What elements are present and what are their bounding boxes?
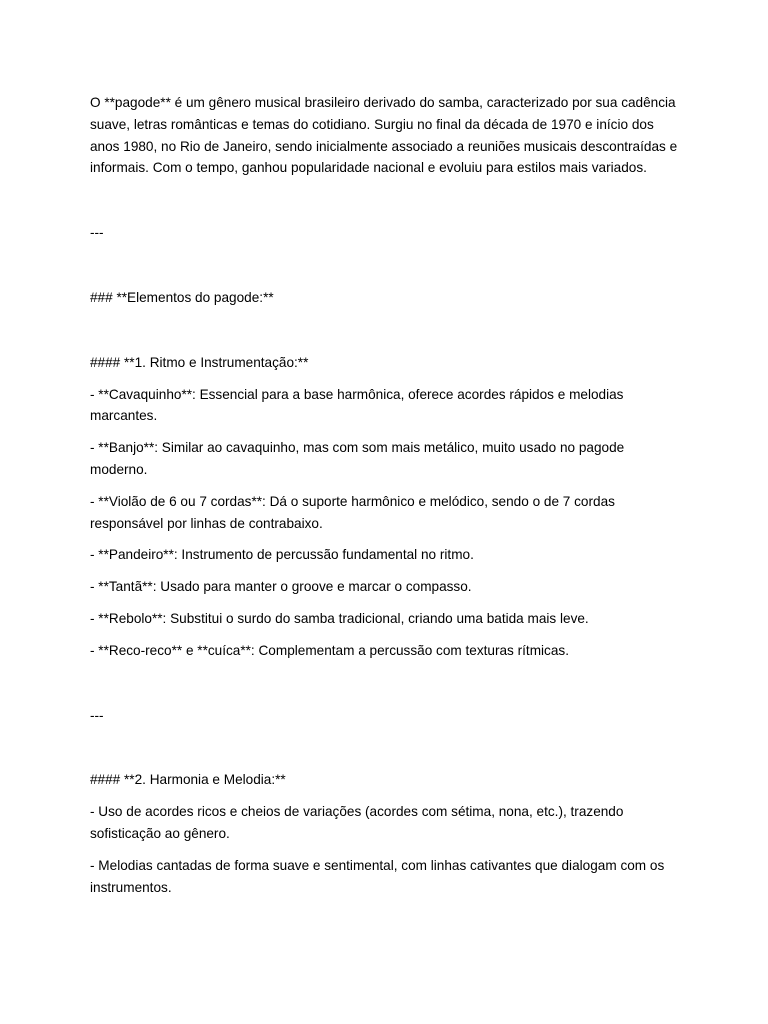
separator: --- [90,225,104,241]
rhythm-heading: #### **1. Ritmo e Instrumentação:** [90,354,309,370]
list-item: - Melodias cantadas de forma suave e sentimental, com linhas cativantes que dialogam com os instrumentos. [90,857,665,895]
list-item: - **Pandeiro**: Instrumento de percussão fundamental no ritmo. [90,547,474,563]
list-item: - **Banjo**: Similar ao cavaquinho, mas com som mais metálico, muito usado no pagode moderno. [90,440,625,477]
harmony-heading: #### **2. Harmonia e Melodia:** [90,772,286,788]
document-body [90,92,680,908]
list-item: - **Rebolo**: Substitui o surdo do samba tradicional, criando uma batida mais leve. [90,610,589,626]
separator: --- [90,707,104,723]
list-item: - Uso de acordes ricos e cheios de variações (acordes com sétima, nona, etc.), trazendo sofisticação ao gênero. [90,804,624,841]
list-item: - **Violão de 6 ou 7 cordas**: Dá o suporte harmônico e melódico, sendo o de 7 cordas responsável por linhas de contrabaixo. [90,493,615,531]
section-heading: ### **Elementos do pagode:** [90,289,274,305]
list-item: - **Reco-reco** e **cuíca**: Complementam a percussão com texturas rítmicas. [90,642,569,658]
intro-paragraph: O **pagode** é um gênero musical brasileiro derivado do samba, caracterizado por sua cadência suave, letras românticas e temas do cotidiano. Surgiu no final da década de 1970 e início dos anos 1980, no Rio de Janeiro, sendo inicialmente associado a reuniões musicais descontraídas e informais. Com o tempo, ganhou popularidade nacional e evoluiu para estilos mais variados. [90,95,678,176]
list-item: - **Cavaquinho**: Essencial para a base harmônica, oferece acordes rápidos e melodias marcantes. [90,386,624,424]
list-item: - **Tantã**: Usado para manter o groove e marcar o compasso. [90,579,472,595]
